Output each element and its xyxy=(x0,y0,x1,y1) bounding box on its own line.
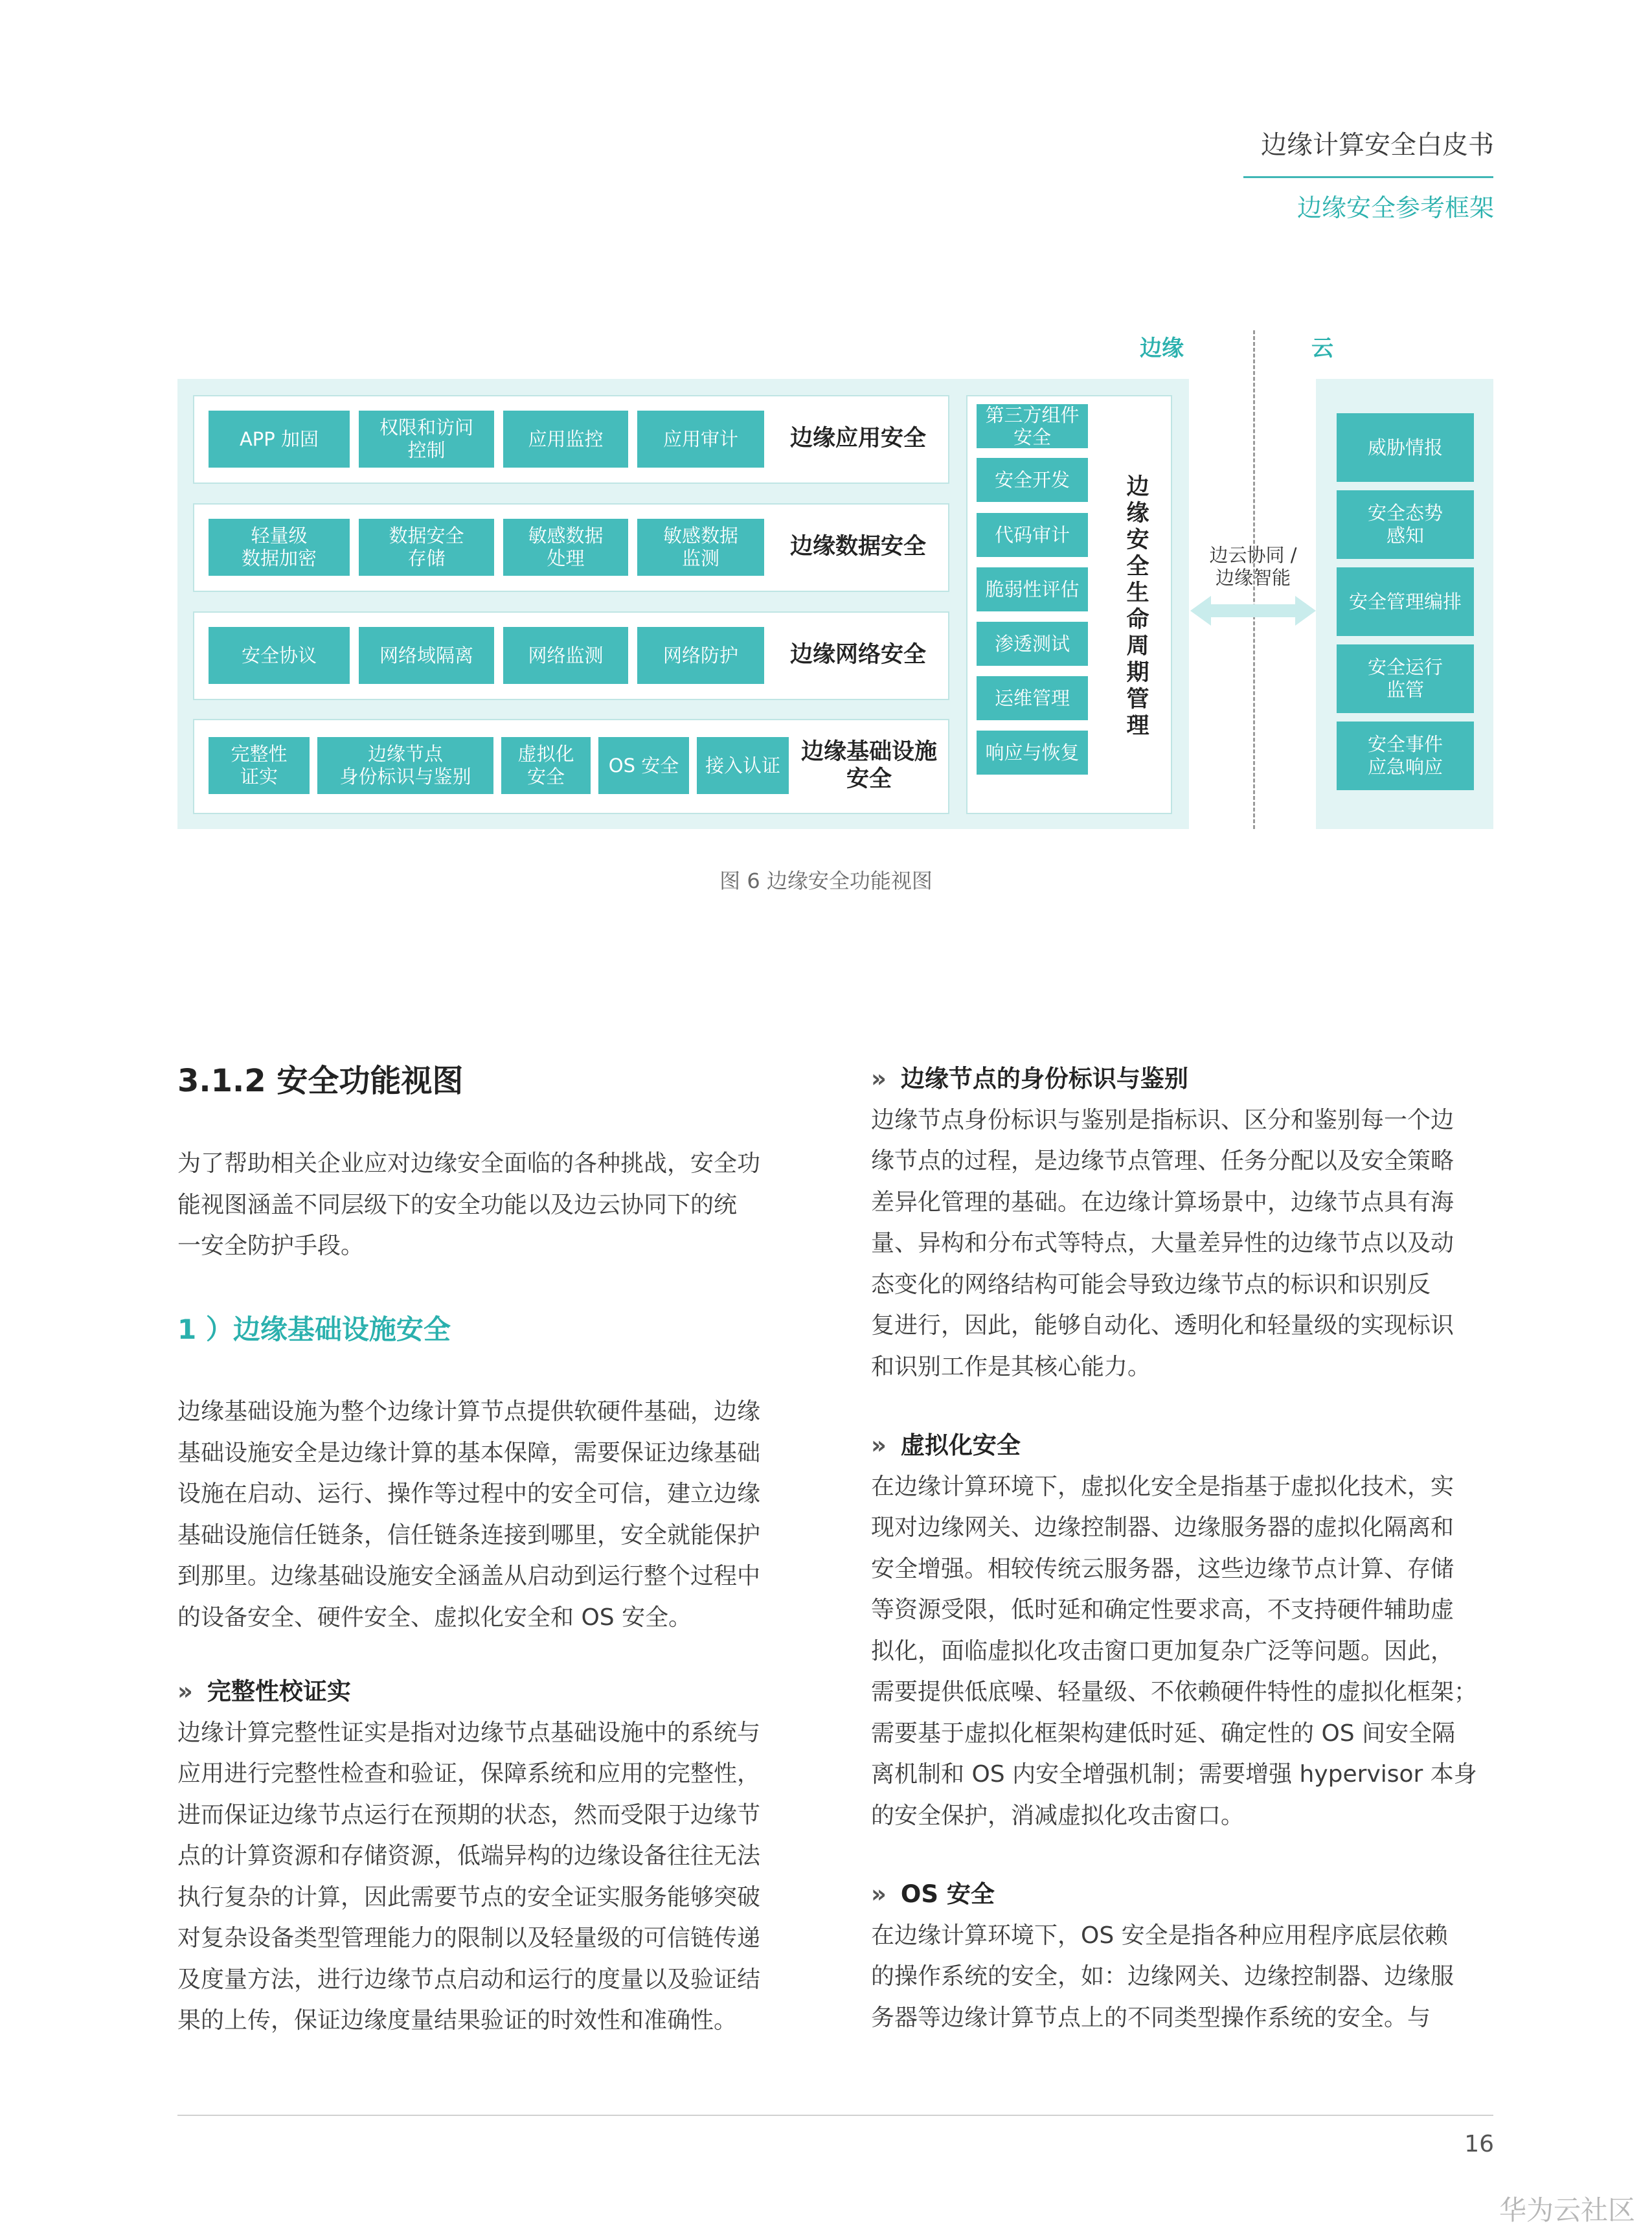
cell-integrity-attestation: 完整性 证实 xyxy=(209,737,310,794)
text-line: 边缘节点身份标识与鉴别是指标识、区分和鉴别每一个边 xyxy=(871,1106,1454,1133)
lifecycle-item-code-audit: 代码审计 xyxy=(977,513,1088,557)
lifecycle-item-third-party: 第三方组件 安全 xyxy=(977,404,1088,448)
os-security-section xyxy=(871,1874,1499,2038)
text-line: 量、异构和分布式等特点，大量差异性的边缘节点以及动 xyxy=(871,1230,1454,1256)
cell-os-security: OS 安全 xyxy=(598,737,689,794)
text-line: 拟化，面临虚拟化攻击窗口更加复杂广泛等问题。因此， xyxy=(871,1637,1454,1665)
virtualization-section xyxy=(871,1425,1499,1836)
text-line: 在边缘计算环境下，OS 安全是指各种应用程序底层依赖 xyxy=(871,1922,1448,1949)
text-line: 缘节点的过程，是边缘节点管理、任务分配以及安全策略 xyxy=(871,1148,1454,1174)
bullet-heading xyxy=(871,1425,1499,1466)
text-line: 和识别工作是其核心能力。 xyxy=(871,1353,1151,1380)
text-line: 进而保证边缘节点运行在预期的状态，然而受限于边缘节 xyxy=(177,1801,761,1828)
figure-caption: 图 6 边缘安全功能视图 xyxy=(719,869,933,893)
text-line: 边缘基础设施为整个边缘计算节点提供软硬件基础，边缘 xyxy=(177,1398,761,1425)
lifecycle-item-ops: 运维管理 xyxy=(977,676,1088,720)
text-line: 设施在启动、运行、操作等过程中的安全可信，建立边缘 xyxy=(177,1481,761,1507)
text-line: 务器等边缘计算节点上的不同类型操作系统的安全。与 xyxy=(871,2004,1431,2031)
bullet-title: 完整性校证实 xyxy=(207,1677,351,1705)
intro-paragraph xyxy=(177,1143,806,1267)
text-line: 态变化的网络结构可能会导致边缘节点的标识和识别反 xyxy=(871,1271,1431,1298)
cloud-item-operations: 安全运行 监管 xyxy=(1337,644,1474,713)
lifecycle-item-response: 响应与恢复 xyxy=(977,731,1088,775)
text-line: 一安全防护手段。 xyxy=(177,1233,365,1259)
text-line: 执行复杂的计算，因此需要节点的安全证实服务能够突破 xyxy=(177,1883,761,1911)
text-line: 需要基于虚拟化框架构建低时延、确定性的 OS 间安全隔 xyxy=(871,1720,1456,1747)
bullet-heading xyxy=(871,1058,1499,1100)
row-label-app-security: 边缘应用安全 xyxy=(789,426,926,451)
node-identity-section xyxy=(871,1058,1499,1387)
edge-cloud-collab-label: 边云协同 / 边缘智能 xyxy=(1209,544,1297,589)
text-line: 安全增强。相较传统云服务器，这些边缘节点计算、存储 xyxy=(871,1555,1454,1582)
text-line: 能视图涵盖不同层级下的安全功能以及边云协同下的统 xyxy=(177,1191,738,1218)
diagram-label-edge: 边缘 xyxy=(1140,335,1184,361)
text-line: 的设备安全、硬件安全、虚拟化安全和 OS 安全。 xyxy=(177,1604,692,1631)
cell-sensitive-monitoring: 敏感数据 监测 xyxy=(637,519,764,576)
infrastructure-paragraph xyxy=(177,1391,806,1638)
cloud-item-incident-response: 安全事件 应急响应 xyxy=(1337,722,1474,790)
bullet-title: 边缘节点的身份标识与鉴别 xyxy=(900,1065,1188,1093)
cloud-item-orchestration: 安全管理编排 xyxy=(1337,567,1474,636)
page-number: 16 xyxy=(1464,2131,1494,2157)
cell-app-audit: 应用审计 xyxy=(637,411,764,468)
row-label-network-security: 边缘网络安全 xyxy=(789,642,926,668)
cell-network-monitoring: 网络监测 xyxy=(503,627,628,684)
cloud-item-situation-awareness: 安全态势 感知 xyxy=(1337,490,1474,559)
bullet-heading xyxy=(177,1671,806,1712)
chevron-right-icon: » xyxy=(177,1677,193,1705)
row-label-infrastructure-security: 边缘基础设施 安全 xyxy=(800,739,937,792)
text-line: 现对边缘网关、边缘控制器、边缘服务器的虚拟化隔离和 xyxy=(871,1514,1454,1541)
text-line: 点的计算资源和存储资源，低端异构的边缘设备往往无法 xyxy=(177,1843,761,1869)
text-line: 果的上传，保证边缘度量结果验证的时效性和准确性。 xyxy=(177,2007,738,2034)
integrity-section xyxy=(177,1671,806,2041)
text-line: 等资源受限，低时延和确定性要求高，不支持硬件辅助虚 xyxy=(871,1597,1454,1623)
cell-app-hardening: APP 加固 xyxy=(209,411,350,468)
header-divider xyxy=(1243,176,1493,178)
text-line: 差异化管理的基础。在边缘计算场景中，边缘节点具有海 xyxy=(871,1188,1454,1216)
cell-access-auth: 接入认证 xyxy=(697,737,789,794)
cell-node-identity: 边缘节点 身份标识与鉴别 xyxy=(317,737,493,794)
text-line: 基础设施安全是边缘计算的基本保障，需要保证边缘基础 xyxy=(177,1439,761,1466)
row-network-security xyxy=(193,611,949,700)
watermark: 华为云社区 xyxy=(1499,2194,1635,2226)
text-line: 的操作系统的安全，如：边缘网关、边缘控制器、边缘服 xyxy=(871,1963,1454,1990)
cell-sensitive-processing: 敏感数据 处理 xyxy=(503,519,628,576)
text-line: 到那里。边缘基础设施安全涵盖从启动到运行整个过程中 xyxy=(177,1563,761,1589)
text-line: 需要提供低底噪、轻量级、不依赖硬件特性的虚拟化框架； xyxy=(871,1679,1478,1705)
cell-access-control: 权限和访问 控制 xyxy=(359,411,494,468)
cloud-item-threat-intel: 威胁情报 xyxy=(1337,413,1474,482)
text-line: 基础设施信任链条，信任链条连接到哪里，安全就能保护 xyxy=(177,1521,761,1549)
text-line: 离机制和 OS 内安全增强机制；需要增强 hypervisor 本身 xyxy=(871,1761,1477,1788)
row-app-security xyxy=(193,395,949,484)
cell-data-storage: 数据安全 存储 xyxy=(359,519,494,576)
cell-security-protocol: 安全协议 xyxy=(209,627,350,684)
cell-app-monitoring: 应用监控 xyxy=(503,411,628,468)
lifecycle-item-vulnerability: 脆弱性评估 xyxy=(977,567,1088,611)
lifecycle-item-pentest: 渗透测试 xyxy=(977,622,1088,666)
cell-domain-isolation: 网络域隔离 xyxy=(359,627,494,684)
header-subtitle: 边缘安全参考框架 xyxy=(1296,194,1494,222)
row-label-data-security: 边缘数据安全 xyxy=(789,534,926,560)
diagram-label-cloud: 云 xyxy=(1311,335,1333,361)
text-line: 在边缘计算环境下，虚拟化安全是指基于虚拟化技术，实 xyxy=(871,1473,1454,1500)
chevron-right-icon: » xyxy=(871,1880,887,1908)
text-line: 为了帮助相关企业应对边缘安全面临的各种挑战，安全功 xyxy=(177,1150,761,1177)
lifecycle-item-secure-dev: 安全开发 xyxy=(977,458,1088,502)
subsection-heading: 1 ）边缘基础设施安全 xyxy=(177,1313,451,1345)
lifecycle-label: 边缘安全生命周期管理 xyxy=(1126,474,1149,739)
lifecycle-panel xyxy=(966,395,1172,814)
text-line: 的安全保护，消减虚拟化攻击窗口。 xyxy=(871,1802,1245,1829)
chevron-right-icon: » xyxy=(871,1065,887,1093)
double-arrow-icon xyxy=(1190,595,1316,627)
text-line: 及度量方法，进行边缘节点启动和运行的度量以及验证结 xyxy=(177,1966,761,1993)
header-title: 边缘计算安全白皮书 xyxy=(1261,130,1494,160)
text-line: 对复杂设备类型管理能力的限制以及轻量级的可信链传递 xyxy=(177,1925,761,1951)
bullet-title: 虚拟化安全 xyxy=(900,1431,1021,1459)
bullet-heading xyxy=(871,1874,1499,1915)
footer-divider xyxy=(177,2115,1493,2116)
cell-virtualization: 虚拟化 安全 xyxy=(501,737,591,794)
text-line: 边缘计算完整性证实是指对边缘节点基础设施中的系统与 xyxy=(177,1719,761,1746)
cell-lightweight-encryption: 轻量级 数据加密 xyxy=(209,519,350,576)
cell-network-protection: 网络防护 xyxy=(637,627,764,684)
bullet-title: OS 安全 xyxy=(900,1880,995,1908)
text-line: 复进行，因此，能够自动化、透明化和轻量级的实现标识 xyxy=(871,1312,1454,1339)
text-line: 应用进行完整性检查和验证，保障系统和应用的完整性， xyxy=(177,1760,761,1787)
row-data-security xyxy=(193,503,949,592)
chevron-right-icon: » xyxy=(871,1431,887,1459)
row-infrastructure-security xyxy=(193,719,949,814)
section-heading: 3.1.2 安全功能视图 xyxy=(177,1063,464,1099)
